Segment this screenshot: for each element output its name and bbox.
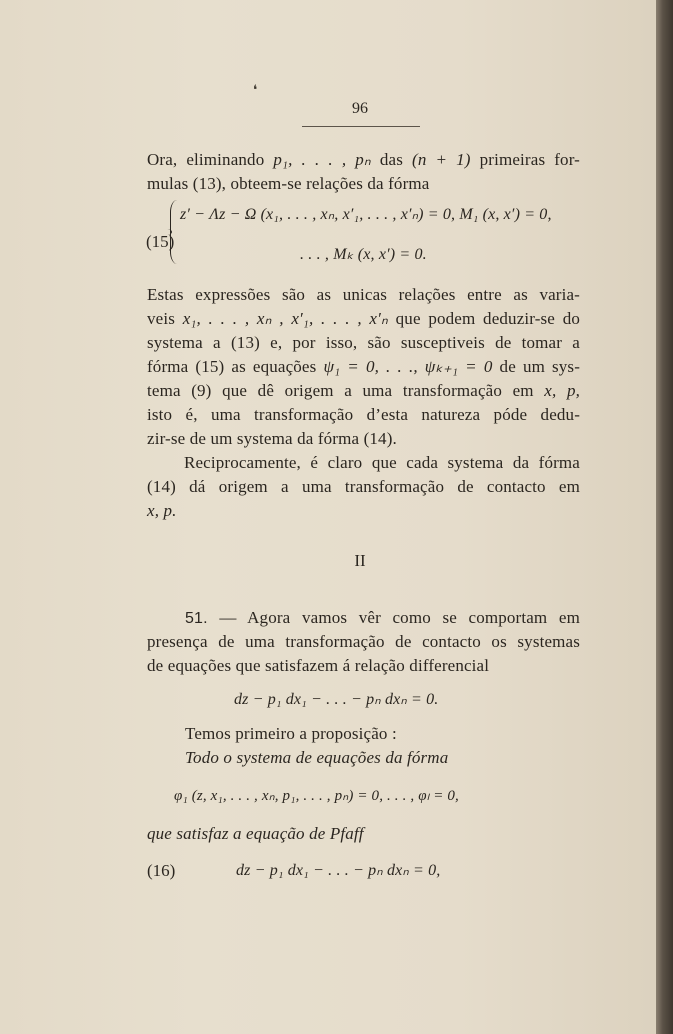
pfaff-equation: dz − p₁ dx₁ − . . . − pₙ dxₙ = 0. — [234, 691, 439, 708]
paragraph-5-line-2: Todo o systema de equações da fórma — [185, 748, 449, 767]
equation-16: dz − p₁ dx₁ − . . . − pₙ dxₙ = 0, — [236, 862, 441, 879]
equation-15-row-2: . . . , Mₖ (x, x′) = 0. — [300, 246, 427, 263]
paragraph-2-line-2 — [147, 309, 580, 329]
text-run: — Agora vamos vêr como se comportam em — [219, 608, 580, 627]
paragraph-6-line-1: que satisfaz a equação de Pfaff — [147, 824, 364, 843]
phi-equation: φ₁ (z, x₁, . . . , xₙ, p₁, . . . , pₙ) = 0, . . . , φₗ = 0, — [174, 788, 459, 804]
book-spine — [656, 0, 673, 1034]
math-run: ψ₁ = 0, . . ., ψₖ₊₁ = 0 — [323, 357, 493, 376]
paragraph-4-line-3: de equações que satisfazem á relação differencial — [147, 656, 490, 675]
math-run: x, p, — [544, 381, 580, 400]
paragraph-2-line-5 — [147, 381, 580, 401]
header-rule — [302, 126, 420, 127]
text-run: que podem deduzir-se do — [395, 309, 580, 328]
paragraph-2-line-3: systema a (13) e, por isso, são susceptiveis de tomar a — [147, 333, 580, 352]
text-run: primeiras for- — [479, 150, 580, 169]
text-run: Ora, eliminando — [147, 150, 265, 169]
section-heading: II — [354, 551, 366, 570]
text-run: de um sys- — [499, 357, 581, 376]
equation-16-label: (16) — [147, 861, 176, 880]
paragraph-3-line-2: (14) dá origem a uma transformação de contacto em — [147, 477, 580, 496]
page-number: 96 — [352, 100, 368, 117]
paragraph-1-line-2: mulas (13), obteem-se relações da fórma — [147, 174, 430, 193]
text-run: das — [379, 150, 403, 169]
ink-mark: ❛ — [253, 82, 258, 97]
math-run: p₁, . . . , pₙ — [273, 150, 371, 169]
paragraph-4-line-1 — [185, 608, 580, 629]
paragraph-4-line-2: presença de uma transformação de contacto os systemas — [147, 632, 580, 651]
paragraph-2-line-7: zir-se de um systema da fórma (14). — [147, 429, 397, 448]
math-run: (n + 1) — [412, 150, 471, 169]
paragraph-2-line-6: isto é, uma transformação d’esta natureza póde dedu- — [147, 405, 580, 424]
math-run: x₁, . . . , xₙ , x′₁, . . . , x′ₙ — [182, 309, 388, 328]
equation-15-label: (15) — [146, 232, 175, 251]
paragraph-3-line-1: Reciprocamente, é claro que cada systema da fórma — [184, 453, 580, 472]
article-number: 51. — [185, 610, 208, 627]
text-run: tema (9) que dê origem a uma transformação em — [147, 381, 534, 400]
paragraph-2-line-4 — [147, 357, 580, 377]
text-run: fórma (15) as equações — [147, 357, 317, 376]
text-run: veis — [147, 309, 175, 328]
paragraph-1-line-1 — [147, 150, 580, 170]
paragraph-3-line-3: x, p. — [147, 501, 177, 520]
equation-15-row-1: z′ − Λz − Ω (x₁, . . . , xₙ, x′₁, . . . , x′ₙ) = 0, M₁ (x, x′) = 0, — [180, 206, 552, 223]
paragraph-5-line-1: Temos primeiro a proposição : — [185, 724, 397, 743]
paragraph-2-line-1: Estas expressões são as unicas relações entre as varia- — [147, 285, 580, 304]
